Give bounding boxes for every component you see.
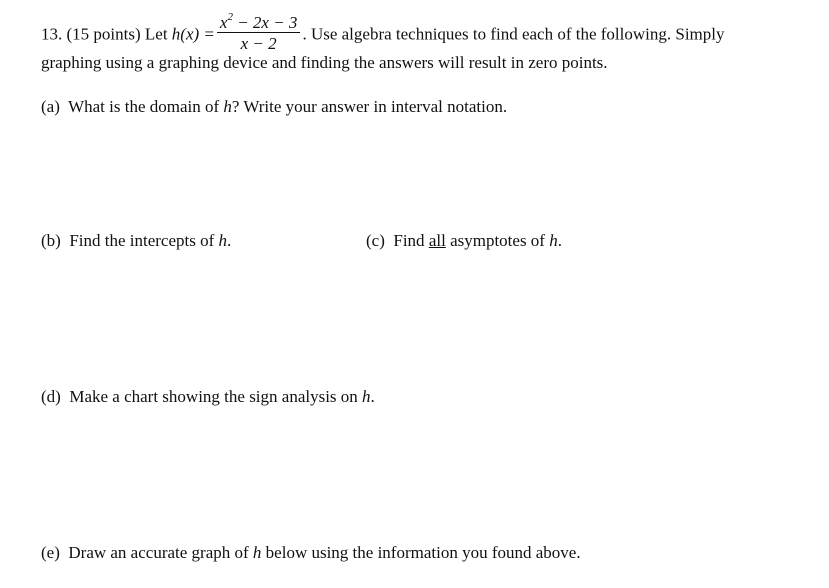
part-c-text-mid: asymptotes of [450, 231, 545, 250]
part-a-text-after: ? Write your answer in interval notation. [231, 97, 508, 116]
part-b-text-after: . [227, 231, 232, 250]
let-text: Let [144, 24, 168, 44]
part-a-var: h [223, 97, 232, 116]
part-e-text: Draw an accurate graph of [68, 543, 249, 562]
problem-number: 13. [41, 24, 63, 44]
problem-points: (15 points) [66, 24, 141, 44]
part-b-var: h [218, 231, 228, 250]
part-e [41, 543, 581, 563]
function-fraction [217, 11, 301, 53]
part-c-label: (c) [366, 231, 385, 250]
part-c-text: Find [393, 231, 425, 250]
part-a-text: What is the domain of [68, 97, 220, 116]
problem-13-header [41, 11, 725, 55]
part-e-var: h [252, 543, 262, 562]
part-c-underlined: all [428, 231, 446, 250]
part-c-var: h [549, 231, 558, 250]
part-d-label: (d) [41, 387, 61, 406]
fraction-numerator: $x^2 - 2x - 3$ [217, 14, 301, 33]
part-a [41, 97, 507, 117]
part-d [41, 387, 375, 407]
part-d-text-after: . [370, 387, 375, 406]
part-b-label: (b) [41, 231, 61, 250]
instruction-line-2: graphing using a graphing device and finding the answers will result in zero points. [41, 53, 608, 72]
part-a-label: (a) [41, 97, 60, 116]
part-e-label: (e) [41, 543, 60, 562]
part-b [41, 231, 231, 251]
part-b-text: Find the intercepts of [69, 231, 215, 250]
part-e-text-after: below using the information you found above. [265, 543, 581, 562]
fraction-denominator: x − 2 [240, 34, 277, 53]
function-lhs: h(x) = [171, 24, 215, 44]
part-d-text: Make a chart showing the sign analysis on [69, 387, 358, 406]
part-d-var: h [362, 387, 371, 406]
instruction-text: . Use algebra techniques to find each of the following. Simply [302, 24, 725, 44]
part-c-text-after: . [557, 231, 562, 250]
part-c [366, 231, 562, 251]
